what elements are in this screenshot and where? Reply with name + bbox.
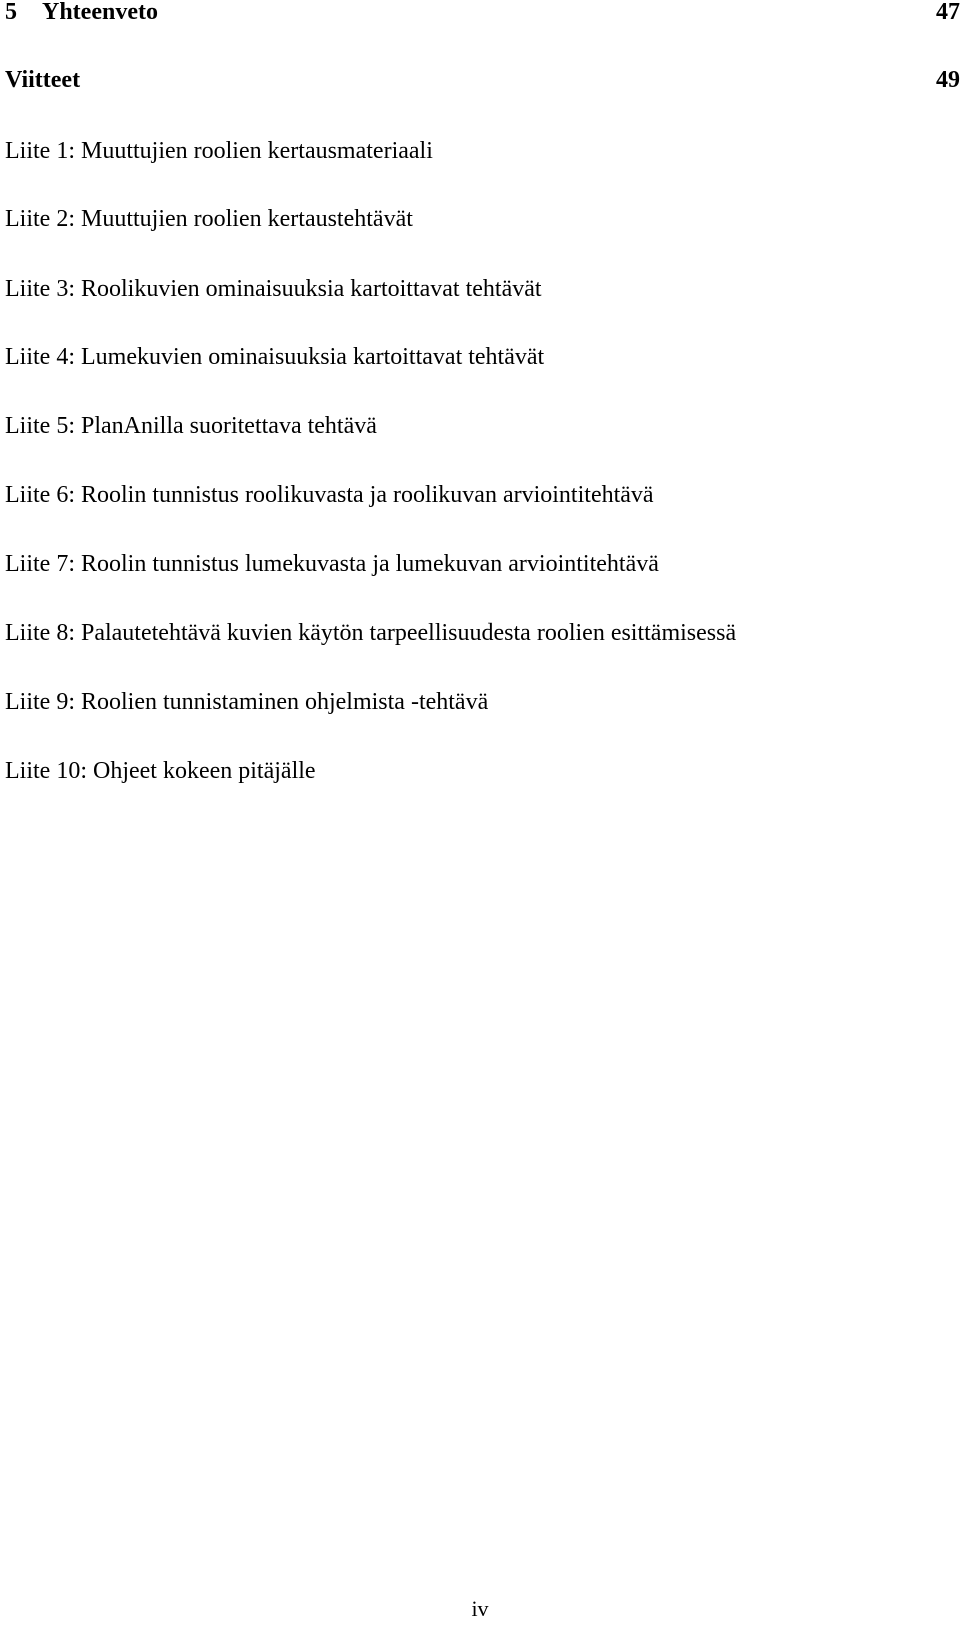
references-title: Viitteet <box>5 67 81 93</box>
toc-entry-appendix-1[interactable]: Liite 1: Muuttujien roolien kertausmateriaali <box>5 138 433 164</box>
chapter-number: 5 <box>5 0 17 25</box>
references-page-number: 49 <box>936 67 960 93</box>
toc-entry-appendix-9[interactable]: Liite 9: Roolien tunnistaminen ohjelmista -tehtävä <box>5 689 489 715</box>
toc-entry-chapter-5[interactable] <box>5 0 960 26</box>
toc-entry-appendix-3[interactable]: Liite 3: Roolikuvien ominaisuuksia kartoittavat tehtävät <box>5 276 542 302</box>
toc-entry-appendix-2[interactable]: Liite 2: Muuttujien roolien kertaustehtävät <box>5 206 413 232</box>
toc-entry-appendix-7[interactable]: Liite 7: Roolin tunnistus lumekuvasta ja lumekuvan arviointitehtävä <box>5 551 659 577</box>
toc-entry-appendix-10[interactable]: Liite 10: Ohjeet kokeen pitäjälle <box>5 758 316 784</box>
toc-entry-references[interactable] <box>5 66 960 94</box>
chapter-page-number: 47 <box>936 0 960 25</box>
toc-entry-appendix-5[interactable]: Liite 5: PlanAnilla suoritettava tehtävä <box>5 413 377 439</box>
page-number-footer: iv <box>471 1596 489 1621</box>
toc-entry-appendix-6[interactable]: Liite 6: Roolin tunnistus roolikuvasta ja roolikuvan arviointitehtävä <box>5 482 654 508</box>
toc-entry-appendix-4[interactable]: Liite 4: Lumekuvien ominaisuuksia kartoittavat tehtävät <box>5 344 545 370</box>
toc-entry-appendix-8[interactable]: Liite 8: Palautetehtävä kuvien käytön tarpeellisuudesta roolien esittämisessä <box>5 620 737 646</box>
chapter-title: Yhteenveto <box>42 0 158 25</box>
